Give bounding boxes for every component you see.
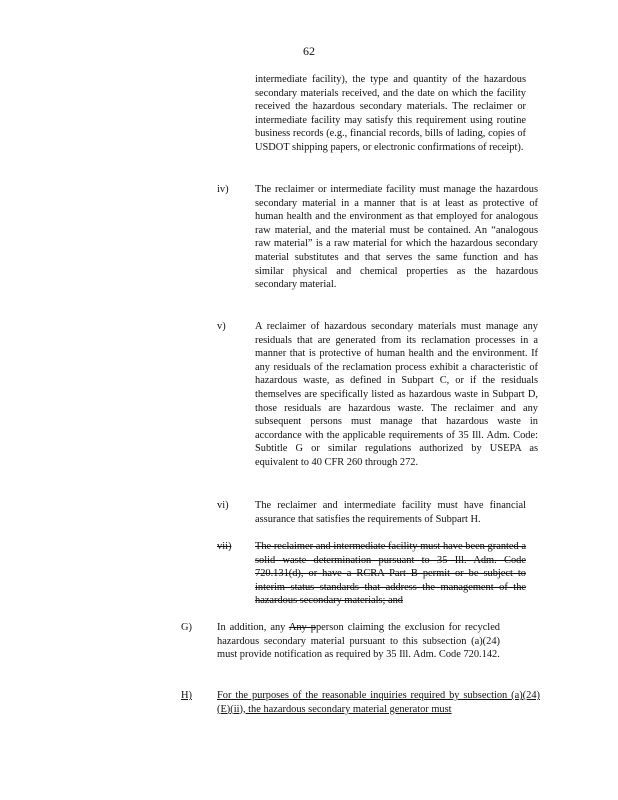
intro-text: intermediate facility), the type and quantity of the hazardous secondary materials received, and the date on which the facility received the hazardous secondary materials. The reclaimer or intermediate facility may satisfy this requirement using routine business records (e.g., financial records, bills of lading, copies of USDOT shipping papers, or electronic confirmations of receipt). [255, 74, 526, 153]
section-h-text: For the purposes of the reasonable inquiries required by subsection (a)(24)(E)(ii), the hazardous secondary material generator must [217, 690, 540, 715]
item-vi-text: The reclaimer and intermediate facility must have financial assurance that satisfies the requirements of Subpart H. [255, 500, 526, 525]
item-iv-text: The reclaimer or intermediate facility must manage the hazardous secondary material in a manner that is at least as protective of human health and the environment as that employed for analogous raw material, and the material must be contained. An “analogous raw material” is a raw material for which the hazardous secondary material substitutes and that serves the same function and has similar physical and chemical properties as the hazardous secondary material. [255, 184, 538, 291]
page-number: 62 [303, 44, 315, 58]
item-vi-paragraph [255, 499, 526, 526]
item-vii-text: The reclaimer and intermediate facility must have been granted a solid waste determination pursuant to 35 Ill. Adm. Code 720.131(d), or have a RCRA Part B permit or be subject to interim status standards that address the management of the hazardous secondary materials; and [255, 541, 526, 607]
intro-paragraph [255, 73, 526, 155]
section-g-paragraph [217, 621, 500, 662]
item-v-paragraph [255, 320, 538, 470]
section-g-marker: G) [181, 622, 192, 633]
item-v-marker: v) [217, 321, 226, 332]
section-h-marker: H) [181, 690, 192, 701]
item-vi-marker: vi) [217, 500, 229, 511]
section-g-text-before: In addition, any [217, 622, 289, 633]
section-g-struck-text: Any p [288, 622, 316, 633]
section-h-paragraph [217, 689, 540, 716]
item-vii-marker: vii) [217, 541, 232, 552]
item-v-text: A reclaimer of hazardous secondary materials must manage any residuals that are generated from its reclamation processes in a manner that is protective of human health and the environment. If any residuals of the reclamation process exhibit a characteristic of hazardous waste, as defined in Subpart C, or if the residuals themselves are specifically listed as hazardous waste in Subpart D, those residuals are hazardous waste. The reclaimer and any subsequent persons must manage that hazardous waste in accordance with the applicable requirements of 35 Ill. Adm. Code: Subtitle G or similar regulations authorized by USEPA as equivalent to 40 CFR 260 through 272. [255, 321, 538, 468]
item-iv-paragraph [255, 183, 538, 292]
item-iv-marker: iv) [217, 184, 229, 195]
item-vii-paragraph [255, 540, 526, 608]
section-g-text-after: person claiming the exclusion for recycled hazardous secondary material pursuant to this subsection (a)(24) must provide notification as required by 35 Ill. Adm. Code 720.142. [217, 622, 501, 661]
